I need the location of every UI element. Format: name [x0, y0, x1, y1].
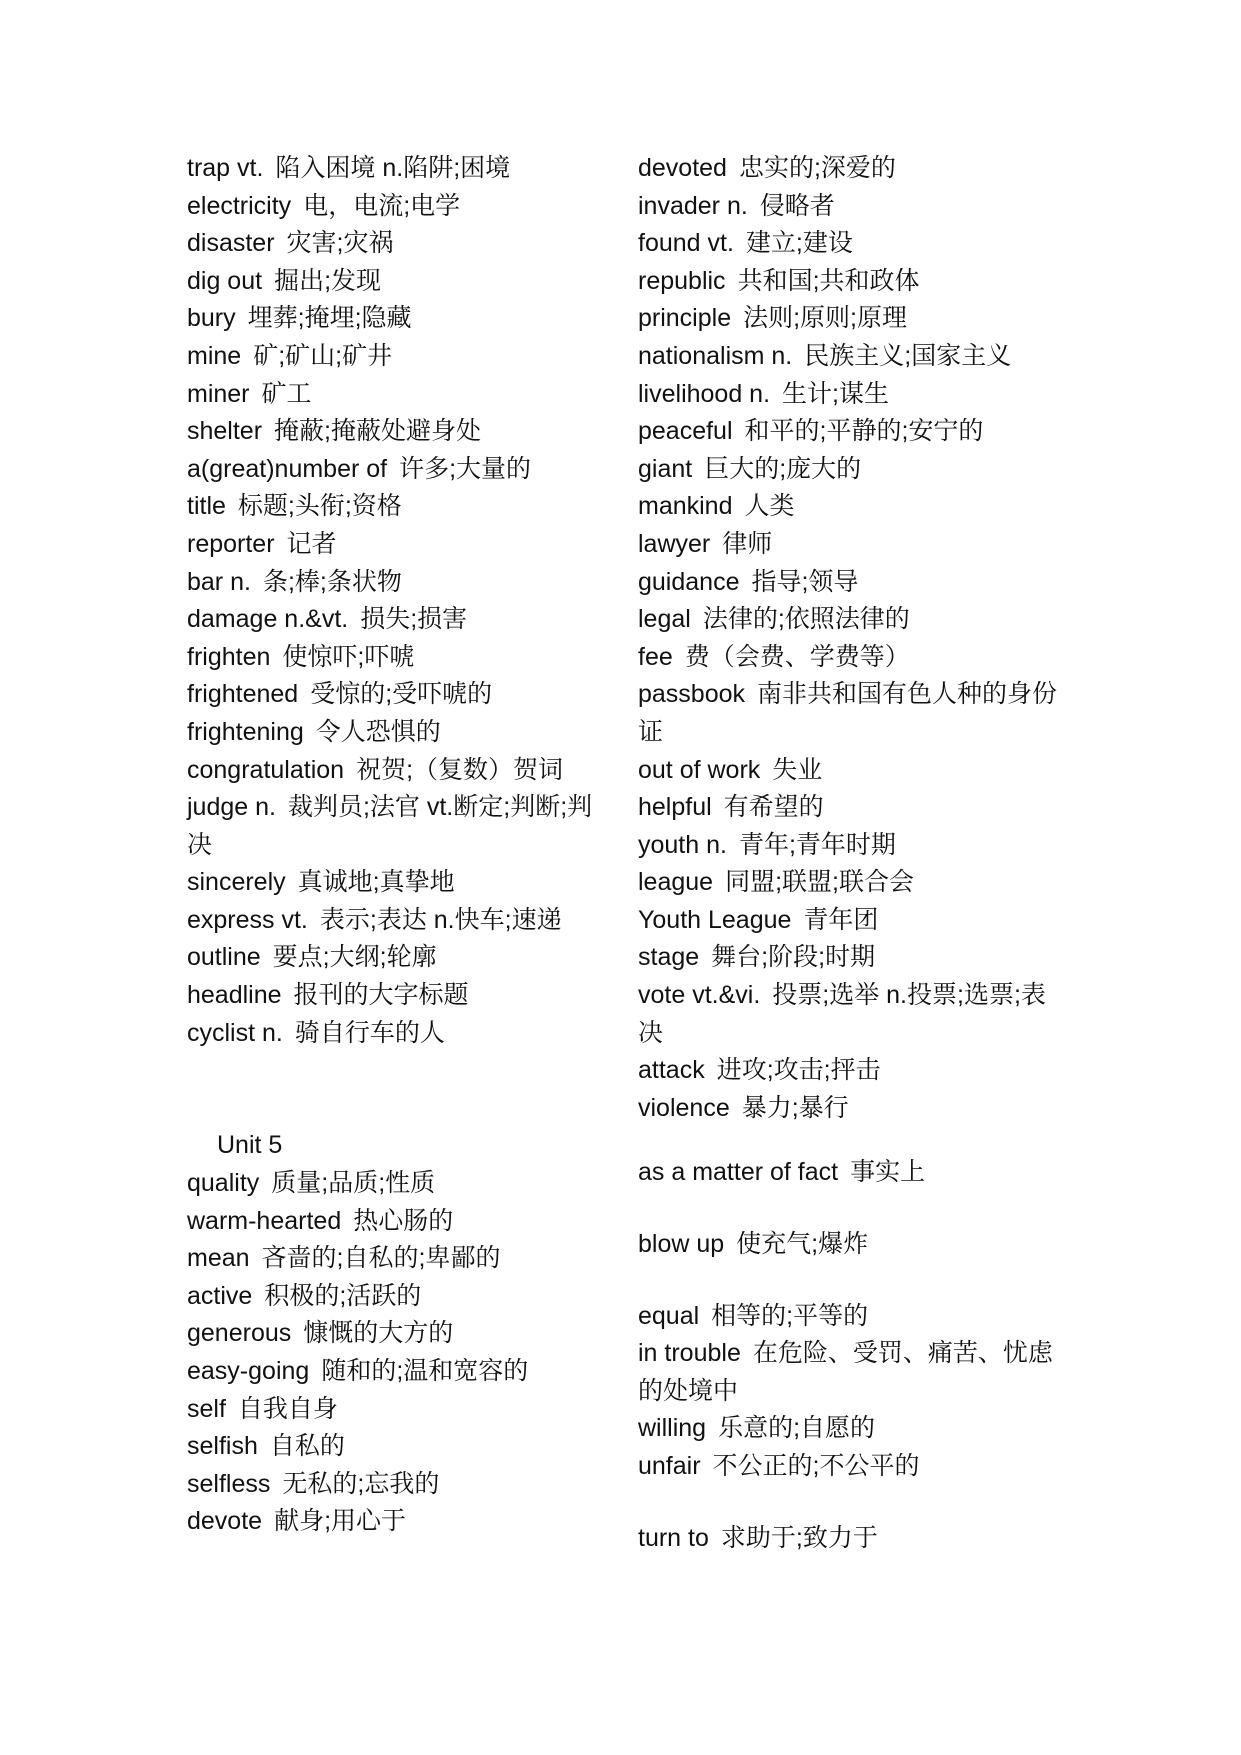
vocab-entry	[638, 676, 1058, 751]
left-column	[187, 150, 607, 1541]
vocab-word: equal	[638, 1301, 700, 1330]
vocab-meaning: 事实上	[850, 1158, 926, 1187]
vocab-word: league	[638, 868, 714, 897]
vocab-word: violence	[638, 1093, 730, 1122]
vocab-word: express vt.	[187, 905, 308, 934]
vocab-meaning: 表示;表达 n.快车;速递	[319, 905, 562, 934]
vocab-entry	[187, 376, 607, 414]
right-column	[638, 150, 1058, 1557]
vocab-word: self	[187, 1394, 226, 1423]
vocab-entry	[187, 263, 607, 301]
vocab-word: giant	[638, 454, 693, 483]
vocab-word: legal	[638, 605, 691, 634]
vocab-meaning: 热心肠的	[353, 1206, 454, 1235]
vocab-word: trap vt.	[187, 154, 264, 182]
vocab-meaning: 青年;青年时期	[738, 830, 896, 859]
vocab-entry	[187, 188, 607, 226]
vocab-entry	[638, 1448, 1058, 1486]
vocab-word: selfless	[187, 1469, 271, 1498]
vocab-entry	[638, 1298, 1058, 1336]
vocab-entry	[638, 939, 1058, 977]
vocab-entry	[638, 225, 1058, 263]
vocab-word: out of work	[638, 755, 761, 784]
vocab-meaning: 矿;矿山;矿井	[253, 341, 393, 370]
vocab-meaning: 人类	[744, 492, 795, 521]
vocab-word: willing	[638, 1414, 707, 1443]
vocab-meaning: 记者	[286, 529, 337, 558]
vocab-meaning: 使惊吓;吓唬	[282, 642, 415, 671]
vocab-meaning: 指导;领导	[751, 567, 859, 596]
vocab-word: outline	[187, 943, 261, 972]
vocab-meaning: 要点;大纲;轮廓	[272, 943, 437, 972]
vocab-word: guidance	[638, 567, 740, 596]
vocab-entry	[638, 1154, 1058, 1192]
vocab-entry	[638, 639, 1058, 677]
vocab-entry	[638, 564, 1058, 602]
vocab-word: principle	[638, 304, 732, 333]
vocab-entry	[638, 902, 1058, 940]
vocab-meaning: 骑自行车的人	[294, 1018, 445, 1047]
vocab-entry	[638, 1410, 1058, 1448]
vocab-meaning: 无私的;忘我的	[282, 1469, 440, 1498]
vocab-meaning: 报刊的大字标题	[293, 981, 469, 1010]
vocab-meaning: 吝啬的;自私的;卑鄙的	[261, 1244, 501, 1273]
vocab-word: nationalism n.	[638, 341, 793, 370]
vocab-list-right-2	[638, 1154, 1058, 1557]
vocab-entry	[638, 300, 1058, 338]
vocab-word: stage	[638, 943, 700, 972]
vocab-word: electricity	[187, 191, 292, 220]
vocab-word: found vt.	[638, 229, 734, 258]
vocab-entry	[187, 300, 607, 338]
vocab-word: reporter	[187, 529, 275, 558]
vocab-word: Youth League	[638, 905, 792, 934]
vocab-word: headline	[187, 981, 282, 1010]
vocab-entry	[187, 338, 607, 376]
vocab-meaning: 不公正的;不公平的	[712, 1452, 920, 1480]
vocab-word: vote vt.&vi.	[638, 981, 761, 1010]
vocab-word: mean	[187, 1244, 250, 1273]
vocab-meaning: 受惊的;受吓唬的	[310, 680, 493, 709]
vocab-meaning: 埋葬;掩埋;隐藏	[247, 304, 412, 333]
vocab-meaning: 相等的;平等的	[711, 1301, 869, 1330]
vocab-list-left-2	[187, 1165, 607, 1541]
vocab-entry	[187, 714, 607, 752]
vocab-word: peaceful	[638, 417, 733, 446]
vocab-entry	[638, 488, 1058, 526]
vocab-meaning: 巨大的;庞大的	[704, 454, 862, 483]
vocab-meaning: 侵略者	[759, 191, 835, 220]
vocab-entry	[638, 376, 1058, 414]
vocab-entry	[187, 526, 607, 564]
vocab-entry	[187, 639, 607, 677]
vocab-word: cyclist n.	[187, 1018, 283, 1047]
vocab-word: devote	[187, 1507, 263, 1536]
vocab-entry	[638, 827, 1058, 865]
vocab-meaning: 费（会费、学费等）	[684, 642, 910, 671]
vocab-word: republic	[638, 266, 726, 295]
vocab-entry	[187, 1240, 607, 1278]
vocab-meaning: 损失;损害	[360, 605, 468, 634]
vocab-word: miner	[187, 379, 250, 408]
vocab-entry	[638, 338, 1058, 376]
vocab-word: lawyer	[638, 529, 711, 558]
vocab-meaning: 共和国;共和政体	[737, 266, 920, 295]
spacer	[638, 1264, 1058, 1298]
vocab-meaning: 法律的;依照法律的	[702, 605, 910, 634]
vocab-meaning: 令人恐惧的	[315, 717, 441, 746]
vocab-entry	[638, 413, 1058, 451]
vocab-entry	[187, 977, 607, 1015]
vocab-meaning: 祝贺;（复数）贺词	[356, 755, 564, 784]
vocab-word: in trouble	[638, 1339, 741, 1368]
vocab-word: turn to	[638, 1523, 709, 1552]
vocab-entry	[187, 864, 607, 902]
vocab-meaning: 生计;谋生	[782, 379, 889, 408]
vocab-entry	[638, 864, 1058, 902]
vocab-meaning: 法则;原则;原理	[743, 304, 908, 333]
vocab-meaning: 同盟;联盟;联合会	[725, 868, 914, 897]
vocab-meaning: 和平的;平静的;安宁的	[744, 417, 984, 446]
vocab-meaning: 灾害;灾祸	[286, 229, 394, 258]
vocab-entry	[638, 1520, 1058, 1558]
vocab-meaning: 青年团	[803, 905, 879, 934]
vocab-meaning: 条;棒;条状物	[262, 567, 402, 596]
vocab-meaning: 南非共和国有色人种的身份证	[638, 680, 1058, 746]
vocab-word: bury	[187, 304, 236, 333]
vocab-entry	[187, 1278, 607, 1316]
vocab-entry	[187, 1203, 607, 1241]
vocab-word: active	[187, 1281, 253, 1310]
vocab-meaning: 暴力;暴行	[741, 1093, 849, 1122]
vocab-meaning: 电，电流;电学	[303, 191, 461, 220]
vocab-entry	[187, 1165, 607, 1203]
vocab-meaning: 求助于;致力于	[720, 1523, 878, 1552]
vocab-word: frightening	[187, 717, 304, 746]
vocab-word: quality	[187, 1169, 260, 1198]
vocab-word: warm-hearted	[187, 1206, 342, 1235]
vocab-meaning: 自私的	[269, 1432, 345, 1461]
vocab-word: congratulation	[187, 755, 345, 784]
vocab-meaning: 乐意的;自愿的	[718, 1414, 876, 1443]
vocab-word: title	[187, 492, 226, 521]
vocab-meaning: 建立;建设	[745, 229, 853, 258]
vocab-entry	[187, 752, 607, 790]
vocab-meaning: 质量;品质;性质	[271, 1169, 436, 1198]
vocab-entry	[187, 601, 607, 639]
vocab-word: blow up	[638, 1230, 725, 1259]
vocab-entry	[187, 225, 607, 263]
vocab-entry	[187, 676, 607, 714]
vocab-entry	[187, 413, 607, 451]
vocab-entry	[187, 789, 607, 864]
vocab-meaning: 律师	[722, 529, 773, 558]
vocab-entry	[187, 1466, 607, 1504]
vocab-meaning: 失业	[772, 755, 823, 784]
vocab-entry	[187, 451, 607, 489]
vocab-entry	[187, 1353, 607, 1391]
vocab-word: attack	[638, 1056, 705, 1085]
vocab-word: unfair	[638, 1452, 701, 1480]
vocab-word: generous	[187, 1319, 292, 1348]
vocab-meaning: 随和的;温和宽容的	[321, 1357, 529, 1385]
vocab-entry	[638, 188, 1058, 226]
vocab-meaning: 裁判员;法官 vt.断定;判断;判决	[187, 793, 593, 859]
vocab-entry	[638, 451, 1058, 489]
vocab-entry	[638, 263, 1058, 301]
vocab-entry	[187, 1391, 607, 1429]
vocab-meaning: 进攻;攻击;抨击	[716, 1056, 881, 1085]
vocab-meaning: 使充气;爆炸	[736, 1230, 869, 1259]
vocab-meaning: 有希望的	[723, 793, 824, 822]
spacer	[187, 1052, 607, 1090]
vocab-word: damage n.&vt.	[187, 605, 349, 634]
vocab-word: dig out	[187, 266, 263, 295]
vocab-meaning: 献身;用心于	[274, 1507, 407, 1536]
vocab-meaning: 积极的;活跃的	[264, 1281, 422, 1310]
vocab-word: mankind	[638, 492, 733, 521]
vocab-list-left-1	[187, 150, 607, 1052]
spacer	[638, 1127, 1058, 1154]
vocab-meaning: 掩蔽;掩蔽处避身处	[274, 417, 481, 446]
vocab-entry	[187, 902, 607, 940]
vocab-word: frightened	[187, 680, 299, 709]
vocab-word: selfish	[187, 1432, 258, 1461]
vocab-entry	[638, 526, 1058, 564]
vocab-entry	[187, 1015, 607, 1053]
spacer	[187, 1090, 607, 1128]
vocab-word: passbook	[638, 680, 746, 709]
vocab-meaning: 真诚地;真挚地	[297, 868, 455, 897]
vocab-entry	[638, 150, 1058, 188]
vocab-word: devoted	[638, 154, 727, 182]
vocab-meaning: 掘出;发现	[274, 266, 382, 295]
vocab-entry	[187, 1428, 607, 1466]
vocab-entry	[638, 752, 1058, 790]
vocab-word: invader n.	[638, 191, 748, 220]
vocab-word: sincerely	[187, 868, 286, 897]
vocab-entry	[638, 1052, 1058, 1090]
vocab-meaning: 标题;头衔;资格	[237, 492, 402, 521]
vocab-entry	[638, 1335, 1058, 1410]
vocab-word: youth n.	[638, 830, 727, 859]
vocab-entry	[187, 939, 607, 977]
vocab-word: bar n.	[187, 567, 251, 596]
vocab-word: a(great)number of	[187, 454, 388, 483]
vocab-entry	[187, 1503, 607, 1541]
vocab-meaning: 在危险、受罚、痛苦、忧虑的处境中	[638, 1339, 1053, 1405]
vocab-meaning: 许多;大量的	[399, 454, 532, 483]
vocab-entry	[638, 1090, 1058, 1128]
vocab-entry	[638, 977, 1058, 1052]
vocab-word: frighten	[187, 642, 271, 671]
vocab-word: disaster	[187, 229, 275, 258]
vocab-meaning: 矿工	[261, 379, 312, 408]
vocab-word: livelihood n.	[638, 379, 771, 408]
vocab-entry	[187, 564, 607, 602]
vocab-word: fee	[638, 642, 673, 671]
vocab-meaning: 慷慨的大方的	[303, 1319, 454, 1348]
vocab-entry	[638, 1226, 1058, 1264]
vocab-word: easy-going	[187, 1357, 310, 1385]
vocab-entry	[187, 150, 607, 188]
vocab-word: shelter	[187, 417, 263, 446]
vocab-entry	[187, 488, 607, 526]
spacer	[638, 1486, 1058, 1520]
vocab-meaning: 舞台;阶段;时期	[711, 943, 876, 972]
vocab-meaning: 民族主义;国家主义	[804, 341, 1012, 370]
vocab-list-right-1	[638, 150, 1058, 1127]
vocab-word: helpful	[638, 793, 712, 822]
spacer	[638, 1192, 1058, 1226]
vocab-word: as a matter of fact	[638, 1158, 839, 1187]
vocab-meaning: 陷入困境 n.陷阱;困境	[275, 154, 511, 182]
vocab-meaning: 忠实的;深爱的	[738, 154, 896, 182]
vocab-meaning: 自我自身	[237, 1394, 338, 1423]
vocab-entry	[638, 601, 1058, 639]
vocab-entry	[638, 789, 1058, 827]
vocab-meaning: 投票;选举 n.投票;选票;表决	[638, 981, 1046, 1047]
vocab-entry	[187, 1315, 607, 1353]
unit-heading: Unit 5	[217, 1131, 283, 1160]
vocab-word: judge n.	[187, 793, 276, 822]
vocab-word: mine	[187, 341, 242, 370]
